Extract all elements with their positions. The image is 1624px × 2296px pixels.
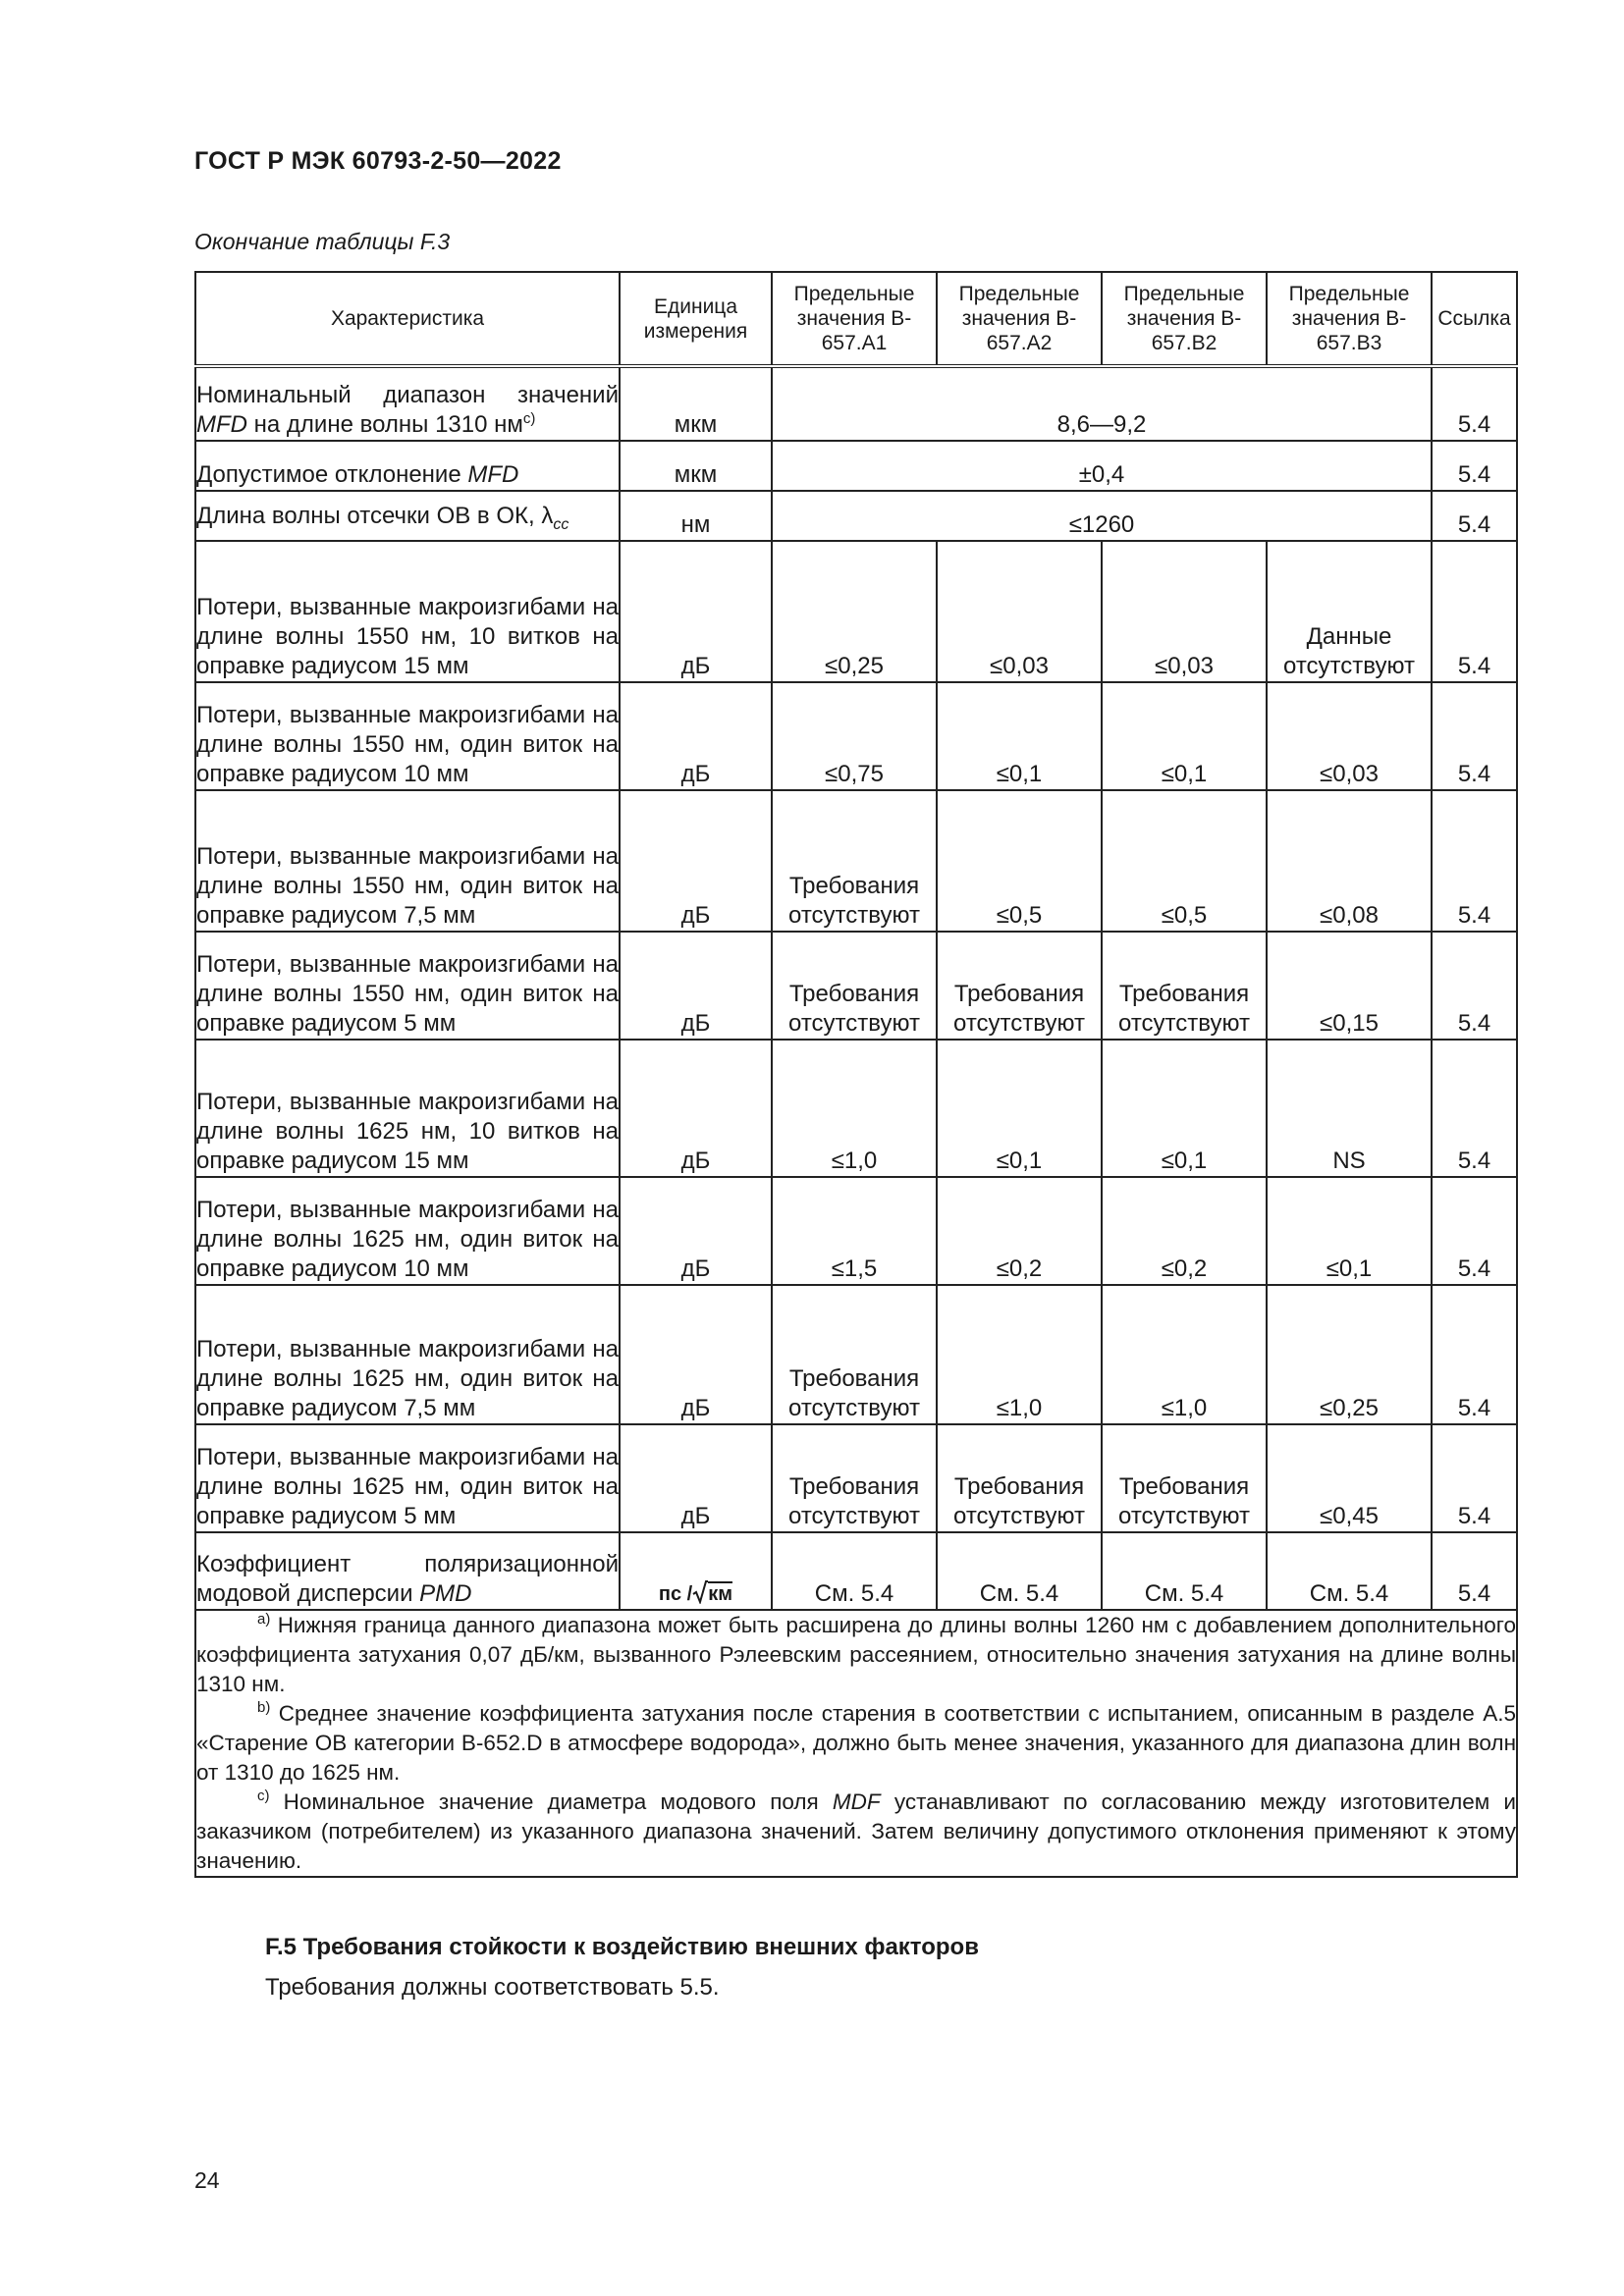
unit-cell: дБ [620,1177,772,1285]
table-row [195,491,1517,541]
reference-cell: 5.4 [1432,682,1517,790]
value-b3: ≤0,03 [1267,682,1432,790]
unit-cell: дБ [620,1285,772,1424]
row-label [195,441,620,491]
label-abbr: PMD [419,1580,472,1607]
table-row [195,682,1517,790]
row-label: Потери, вызванные макроизгибами на длине волны 1550 нм, один виток на оправке радиусом 5 мм [195,932,620,1040]
row-label: Потери, вызванные макроизгибами на длине волны 1625 нм, один виток на оправке радиусом 7,5 мм [195,1285,620,1424]
reference-cell: 5.4 [1432,491,1517,541]
row-label [195,1532,620,1610]
row-label: Потери, вызванные макроизгибами на длине волны 1625 нм, 10 витков на оправке радиусом 15 мм [195,1040,620,1177]
unit-radicand: км [708,1583,733,1605]
row-label: Потери, вызванные макроизгибами на длине волны 1625 нм, один виток на оправке радиусом 10 мм [195,1177,620,1285]
footnote-mark: b) [257,1699,271,1716]
reference-cell: 5.4 [1432,1424,1517,1532]
footnote-b [196,1699,1516,1788]
value-b3: NS [1267,1040,1432,1177]
header-b657-a2: Предельные значения B-657.A2 [937,272,1102,366]
value-a1: ≤1,5 [772,1177,937,1285]
spec-table [194,271,1518,1878]
unit-cell: мкм [620,441,772,491]
table-header-row [195,272,1517,366]
footnote-a [196,1611,1516,1699]
page-number: 24 [194,2167,220,2193]
row-label [195,366,620,441]
label-abbr: MFD [196,411,247,438]
value-a2: Требования отсутствуют [937,932,1102,1040]
header-b657-b2: Предельные значения B-657.B2 [1102,272,1267,366]
value-a2: ≤0,03 [937,541,1102,682]
value-a1: Требования отсутствуют [772,790,937,932]
table-row [195,441,1517,491]
label-text: на длине волны 1310 нм [253,411,523,438]
reference-cell: 5.4 [1432,441,1517,491]
table-row [195,1285,1517,1424]
value-b3: ≤0,1 [1267,1177,1432,1285]
unit-cell: дБ [620,682,772,790]
value-b2: ≤0,03 [1102,541,1267,682]
value-a1: ≤0,75 [772,682,937,790]
row-label: Потери, вызванные макроизгибами на длине волны 1550 нм, 10 витков на оправке радиусом 15 мм [195,541,620,682]
value-b3: ≤0,08 [1267,790,1432,932]
value-a2: ≤0,1 [937,1040,1102,1177]
label-text: Допустимое отклонение [196,461,461,488]
unit-cell: дБ [620,541,772,682]
section-text: Требования должны соответствовать 5.5. [265,1974,720,2001]
reference-cell: 5.4 [1432,932,1517,1040]
footnote-mark: c) [257,1788,270,1804]
footnotes-row [195,1610,1517,1877]
value-b2: ≤0,5 [1102,790,1267,932]
header-characteristic: Характеристика [195,272,620,366]
header-unit: Единица измерения [620,272,772,366]
table-row [195,790,1517,932]
unit-cell: дБ [620,932,772,1040]
footnote-abbr: MDF [832,1789,881,1814]
value-a1: Требования отсутствуют [772,932,937,1040]
row-label: Потери, вызванные макроизгибами на длине волны 1625 нм, один виток на оправке радиусом 5 мм [195,1424,620,1532]
unit-cell: дБ [620,1424,772,1532]
value-a1: Требования отсутствуют [772,1424,937,1532]
label-text: Коэффициент поляризационной модовой дисперсии [196,1551,619,1607]
unit-cell [620,1532,772,1610]
unit-numerator: пс / [658,1583,693,1605]
footnote-mark: c) [522,410,536,427]
value-cell: 8,6—9,2 [772,366,1432,441]
table-row [195,1424,1517,1532]
reference-cell: 5.4 [1432,1285,1517,1424]
value-a2: ≤0,5 [937,790,1102,932]
reference-cell: 5.4 [1432,790,1517,932]
value-b2: ≤0,2 [1102,1177,1267,1285]
value-b2: ≤1,0 [1102,1285,1267,1424]
reference-cell: 5.4 [1432,366,1517,441]
table-row [195,1532,1517,1610]
label-text: Длина волны отсечки ОВ в ОК, [196,503,535,529]
footnote-text: Среднее значение коэффициента затухания после старения в соответствии с испытанием, описанным в разделе А.5 «Старение ОВ категории В-652.D в атмосфере водорода», должно быть менее значения, указанного для диапазона длин волн от 1310 до 1625 нм. [196,1701,1516,1785]
value-b3: ≤0,15 [1267,932,1432,1040]
table-caption: Окончание таблицы F.3 [194,229,451,254]
value-cell: ≤1260 [772,491,1432,541]
reference-cell: 5.4 [1432,1040,1517,1177]
value-b2: ≤0,1 [1102,1040,1267,1177]
lambda-subscript: cc [553,516,569,533]
value-b2: Требования отсутствуют [1102,932,1267,1040]
value-a1: ≤0,25 [772,541,937,682]
value-b3: Данные отсутствуют [1267,541,1432,682]
table-row [195,541,1517,682]
reference-cell: 5.4 [1432,1177,1517,1285]
value-a1: ≤1,0 [772,1040,937,1177]
value-a2: ≤0,1 [937,682,1102,790]
value-cell: ±0,4 [772,441,1432,491]
label-text: Номинальный диапазон значений [196,382,619,408]
unit-cell: дБ [620,790,772,932]
value-b3: ≤0,45 [1267,1424,1432,1532]
value-b2: Требования отсутствуют [1102,1424,1267,1532]
table-row [195,932,1517,1040]
header-reference: Ссылка [1432,272,1517,366]
footnote-mark: a) [257,1611,271,1628]
value-a1: См. 5.4 [772,1532,937,1610]
reference-cell: 5.4 [1432,1532,1517,1610]
unit-cell: мкм [620,366,772,441]
table-row [195,1177,1517,1285]
header-b657-b3: Предельные значения B-657.B3 [1267,272,1432,366]
footnotes-cell [195,1610,1517,1877]
value-b3: ≤0,25 [1267,1285,1432,1424]
lambda-symbol: λ [541,503,554,529]
label-abbr: MFD [467,461,519,488]
table-row [195,366,1517,441]
footnote-text: устанавливают по согласованию между изготовителем и заказчиком (потребителем) из указанного диапазона значений. Затем величину допустимого отклонения применяют к этому значению. [196,1789,1516,1873]
value-b3: См. 5.4 [1267,1532,1432,1610]
row-label: Потери, вызванные макроизгибами на длине волны 1550 нм, один виток на оправке радиусом 10 мм [195,682,620,790]
value-a2: См. 5.4 [937,1532,1102,1610]
section-title: F.5 Требования стойкости к воздействию внешних факторов [265,1934,979,1960]
footnote-text: Номинальное значение диаметра модового поля [283,1789,819,1814]
reference-cell: 5.4 [1432,541,1517,682]
value-b2: См. 5.4 [1102,1532,1267,1610]
unit-cell: нм [620,491,772,541]
value-a2: ≤1,0 [937,1285,1102,1424]
row-label [195,491,620,541]
footnote-text: Нижняя граница данного диапазона может быть расширена до длины волны 1260 нм с добавлением дополнительного коэффициента затухания 0,07 дБ/км, вызванного Рэлеевским рассеянием, относительно значения затухания на длине волны 1310 нм. [196,1613,1516,1696]
value-a1: Требования отсутствуют [772,1285,937,1424]
sqrt-sign-icon [692,1580,708,1604]
document-header: ГОСТ Р МЭК 60793-2-50—2022 [194,147,562,175]
header-b657-a1: Предельные значения B-657.A1 [772,272,937,366]
row-label: Потери, вызванные макроизгибами на длине волны 1550 нм, один виток на оправке радиусом 7,5 мм [195,790,620,932]
footnote-c [196,1788,1516,1876]
value-a2: Требования отсутствуют [937,1424,1102,1532]
unit-cell: дБ [620,1040,772,1177]
value-a2: ≤0,2 [937,1177,1102,1285]
table-row [195,1040,1517,1177]
value-b2: ≤0,1 [1102,682,1267,790]
